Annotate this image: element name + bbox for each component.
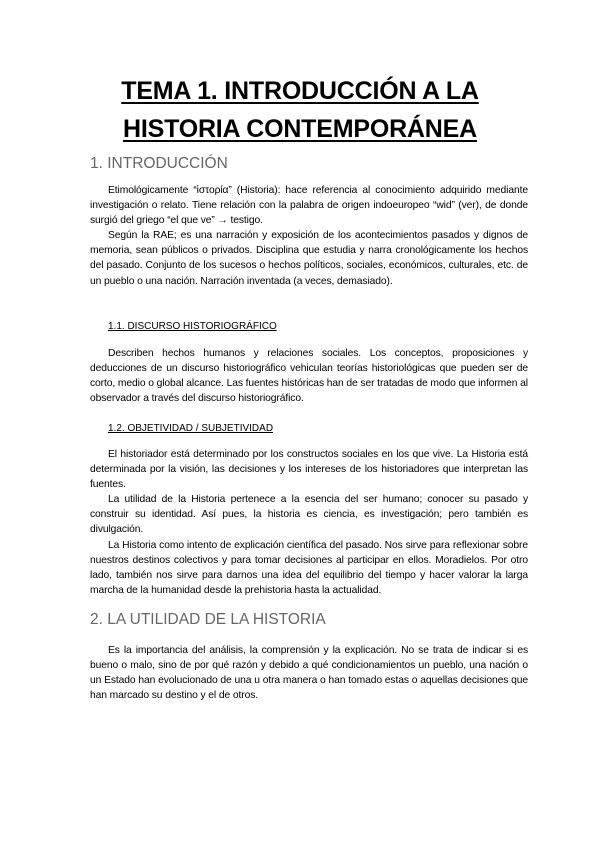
subsection-heading-discurso: 1.1. DISCURSO HISTORIOGRÁFICO xyxy=(108,321,277,332)
section-heading-introduccion: 1. INTRODUCCIÓN xyxy=(90,155,228,172)
section-1-body xyxy=(90,183,528,289)
paragraph: Describen hechos humanos y relaciones sociales. Los conceptos, proposiciones y deducciones de un discurso historiográfico vehiculan teorías historiológicas que pueden ser de corto, medio o global alcance. Las fuentes históricas han de ser tratadas de modo que informen al observador a través del discurso historiográfico. xyxy=(90,348,528,405)
paragraph: La Historia como intento de explicación científica del pasado. Nos sirve para reflexionar sobre nuestros destinos colectivos y para tomar decisiones al participar en ellos. Moradielos. Por otro lado, también nos sirve para darnos una idea del equilibrio del tiempo y hacer valorar la larga marcha de la humanidad desde la prehistoria hasta la actualidad. xyxy=(90,539,528,596)
section-heading-utilidad: 2. LA UTILIDAD DE LA HISTORIA xyxy=(90,611,326,628)
subsection-2-body xyxy=(90,447,528,598)
paragraph: La utilidad de la Historia pertenece a la esencia del ser humano; conocer su pasado y construir su identidad. Así pues, la historia es ciencia, es investigación; pero también es divulgación. xyxy=(90,494,528,536)
title-line-2: HISTORIA CONTEMPORÁNEA xyxy=(123,115,477,143)
paragraph: Etimológicamente “ἱστορία” (Historia): hace referencia al conocimiento adquirido mediante investigación o relato. Tiene relación con la palabra de origen indoeuropeo “wid” (ver), de donde surgió del griego “el que ve” → testigo. xyxy=(90,185,528,227)
section-2-body xyxy=(90,643,528,703)
paragraph: Según la RAE; es una narración y exposición de los acontecimientos pasados y dignos de memoria, sean públicos o privados. Disciplina que estudia y narra cronológicamente los hechos del pasado. Conjunto de los sucesos o hechos políticos, sociales, económicos, culturales, etc. de un pueblo o una nación. Narración inventada (a veces, demasiado). xyxy=(90,230,528,287)
paragraph: El historiador está determinado por los constructos sociales en los que vive. La Historia está determinada por la visión, las decisiones y los intereses de los historiadores que interpretan las fuentes. xyxy=(90,449,528,491)
subsection-1-body xyxy=(90,346,528,406)
page-title xyxy=(0,72,600,148)
paragraph: Es la importancia del análisis, la comprensión y la explicación. No se trata de indicar si es bueno o malo, sino de por qué razón y debido a qué condicionamientos un pueblo, una nación o un Estado han evolucionado de una u otra manera o han tomado estas o aquellas decisiones que han marcado su destino y el de otros. xyxy=(90,645,528,702)
subsection-heading-objetividad: 1.2. OBJETIVIDAD / SUBJETIVIDAD xyxy=(108,423,274,434)
title-line-1: TEMA 1. INTRODUCCIÓN A LA xyxy=(121,77,479,105)
